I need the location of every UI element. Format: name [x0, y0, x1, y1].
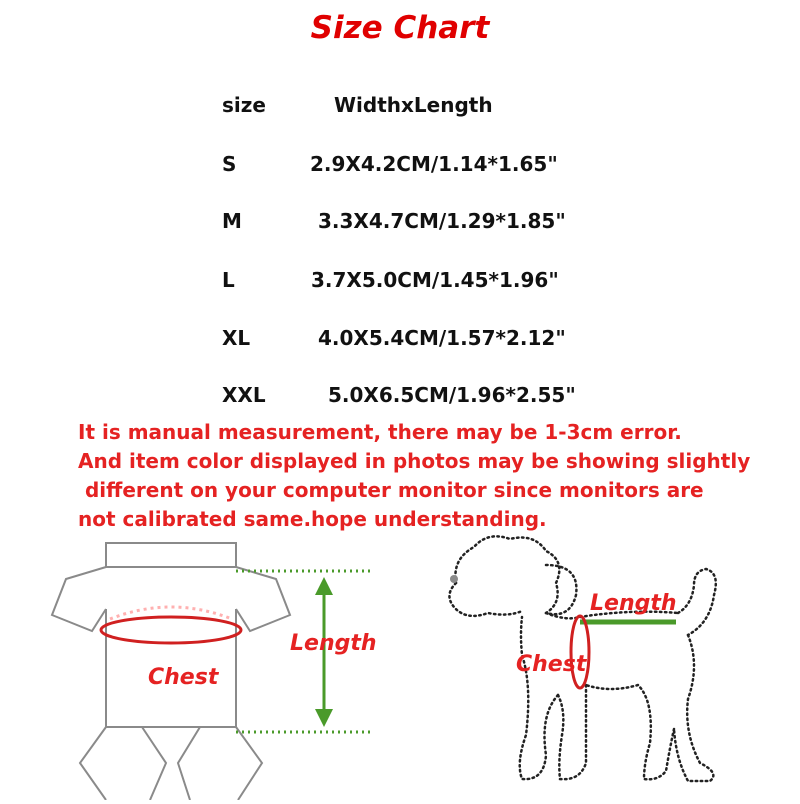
page-title: Size Chart — [310, 10, 490, 46]
row-measure-xxl: 5.0X6.5CM/1.96*2.55" — [328, 383, 576, 407]
row-measure-xl: 4.0X5.4CM/1.57*2.12" — [318, 326, 566, 350]
measurement-note — [78, 418, 794, 534]
note-line: It is manual measurement, there may be 1-3cm error. — [78, 420, 682, 444]
garment-chest-label: Chest — [148, 665, 219, 690]
row-measure-m: 3.3X4.7CM/1.29*1.85" — [318, 209, 566, 233]
dog-length-label: Length — [590, 591, 677, 616]
row-size-xxl: XXL — [222, 383, 266, 407]
note-line: And item color displayed in photos may be showing slightly — [78, 449, 751, 473]
note-line: different on your computer monitor since monitors are — [78, 478, 704, 502]
row-size-l: L — [222, 268, 235, 292]
dog-outline — [430, 525, 790, 800]
row-measure-l: 3.7X5.0CM/1.45*1.96" — [311, 268, 559, 292]
row-size-s: S — [222, 152, 237, 176]
chest-line — [101, 617, 241, 643]
row-size-xl: XL — [222, 326, 251, 350]
header-size: size — [222, 93, 266, 117]
garment-length-label: Length — [290, 631, 377, 656]
row-size-m: M — [222, 209, 242, 233]
row-measure-s: 2.9X4.2CM/1.14*1.65" — [310, 152, 558, 176]
header-width-length: WidthxLength — [334, 93, 493, 117]
garment-figure — [40, 535, 390, 800]
note-line: not calibrated same.hope understanding. — [78, 507, 547, 531]
dog-figure — [430, 525, 790, 800]
dog-chest-label: Chest — [516, 652, 587, 677]
dog-nose-icon — [450, 575, 458, 583]
